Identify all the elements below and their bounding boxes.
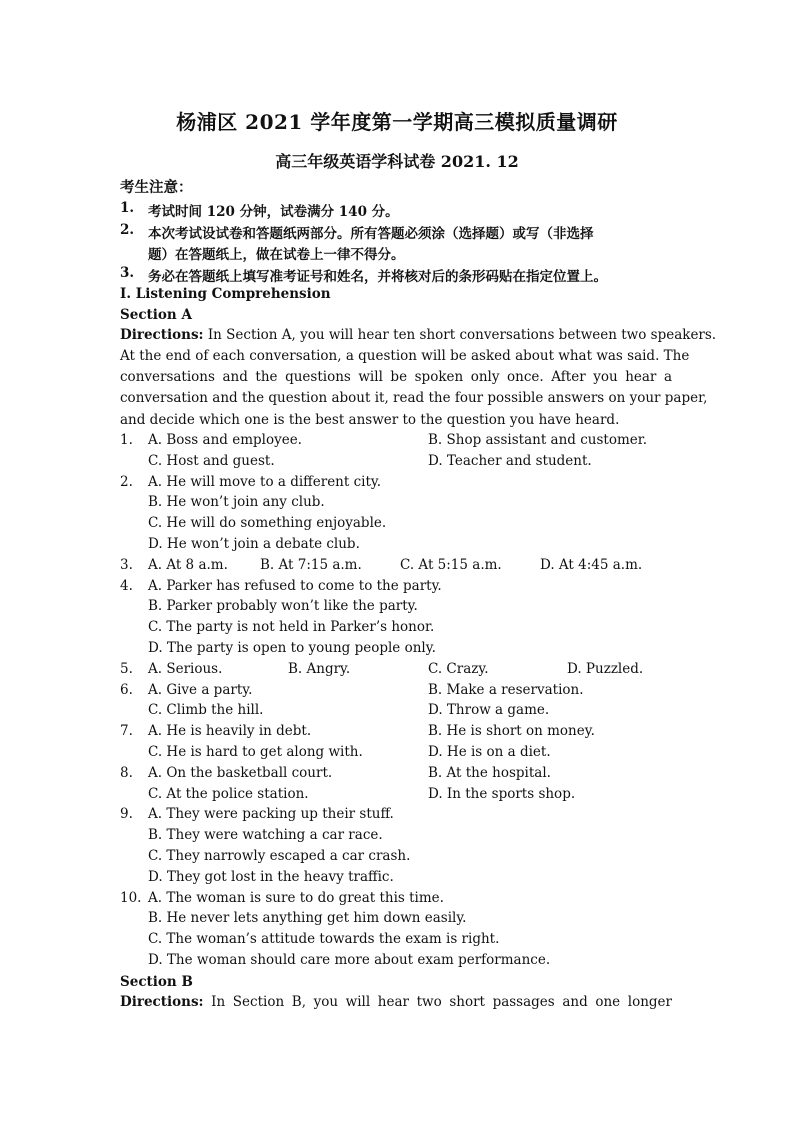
option-d: D. Throw a game. [428, 702, 550, 718]
option-b: B. Angry. [288, 661, 351, 677]
exam-title: 杨浦区 2021 学年度第一学期高三模拟质量调研 [176, 110, 618, 134]
option-a: A. He is heavily in debt. [148, 723, 312, 739]
option-c: C. The party is not held in Parker’s honor. [148, 619, 435, 635]
option-a: A. Boss and employee. [148, 432, 302, 448]
option-b: B. He won’t join any club. [148, 494, 325, 510]
directions-line-3: conversations and the questions will be spoken only once. After you hear a [120, 369, 672, 385]
option-a: A. At 8 a.m. [148, 557, 228, 573]
option-d: D. The woman should care more about exam performance. [148, 952, 551, 968]
option-d: D. Teacher and student. [428, 453, 592, 469]
option-a: A. Parker has refused to come to the party. [148, 578, 442, 594]
notice-num-3: 3. [120, 265, 135, 281]
option-c: C. He will do something enjoyable. [148, 515, 387, 531]
question-number: 8. [120, 765, 133, 781]
directions-b-label: Directions: [120, 994, 204, 1010]
option-b: B. He is short on money. [428, 723, 595, 739]
question-number: 5. [120, 661, 133, 677]
notice-item-2-cont: 题）在答题纸上，做在试卷上一律不得分。 [148, 247, 405, 263]
directions-b-line: Directions: In Section B, you will hear two short passages and one longer [120, 994, 672, 1010]
option-d: D. He won’t join a debate club. [148, 536, 360, 552]
directions-label: Directions: [120, 327, 204, 343]
option-c: C. At 5:15 a.m. [400, 557, 502, 573]
option-a: A. Give a party. [148, 682, 253, 698]
option-c: C. Host and guest. [148, 453, 275, 469]
option-b: B. They were watching a car race. [148, 827, 383, 843]
question-number: 6. [120, 682, 133, 698]
question-number: 7. [120, 723, 133, 739]
option-b: B. He never lets anything get him down easily. [148, 910, 467, 926]
question-number: 4. [120, 578, 133, 594]
option-a: A. The woman is sure to do great this time. [148, 890, 444, 906]
notice-item-1: 考试时间 120 分钟，试卷满分 140 分。 [148, 204, 399, 220]
notice-num-2: 2. [120, 222, 135, 238]
option-b: B. At the hospital. [428, 765, 551, 781]
option-a: A. Serious. [148, 661, 223, 677]
directions-line-5: and decide which one is the best answer to the question you have heard. [120, 412, 620, 428]
option-d: D. He is on a diet. [428, 744, 551, 760]
option-c: C. He is hard to get along with. [148, 744, 363, 760]
option-d: D. Puzzled. [567, 661, 644, 677]
directions-line-2: At the end of each conversation, a question will be asked about what was said. The [120, 348, 690, 364]
option-a: A. On the basketball court. [148, 765, 333, 781]
option-d: D. The party is open to young people only. [148, 640, 436, 656]
notice-num-1: 1. [120, 200, 135, 216]
section-a-heading: Section A [120, 307, 192, 323]
option-a: A. He will move to a different city. [148, 474, 382, 490]
option-b: B. At 7:15 a.m. [260, 557, 362, 573]
exam-subtitle: 高三年级英语学科试卷 2021. 12 [275, 152, 519, 171]
question-number: 10. [120, 890, 142, 906]
option-b: B. Make a reservation. [428, 682, 584, 698]
option-c: C. They narrowly escaped a car crash. [148, 848, 411, 864]
option-c: C. Climb the hill. [148, 702, 264, 718]
option-d: D. At 4:45 a.m. [540, 557, 643, 573]
option-d: D. In the sports shop. [428, 786, 576, 802]
question-number: 1. [120, 432, 133, 448]
directions-line-1: Directions: In Section A, you will hear ten short conversations between two speakers. [120, 327, 717, 343]
question-number: 3. [120, 557, 133, 573]
option-c: C. The woman’s attitude towards the exam is right. [148, 931, 500, 947]
option-d: D. They got lost in the heavy traffic. [148, 869, 394, 885]
question-number: 9. [120, 806, 133, 822]
question-number: 2. [120, 474, 133, 490]
notice-item-2: 本次考试设试卷和答题纸两部分。所有答题必须涂（选择题）或写（非选择 [148, 226, 594, 242]
directions-line-4: conversation and the question about it, read the four possible answers on your paper, [120, 390, 708, 406]
option-b: B. Parker probably won’t like the party. [148, 598, 418, 614]
section-b-heading: Section B [120, 974, 193, 990]
option-c: C. Crazy. [428, 661, 489, 677]
option-a: A. They were packing up their stuff. [148, 806, 394, 822]
option-b: B. Shop assistant and customer. [428, 432, 648, 448]
notice-item-3: 务必在答题纸上填写准考证号和姓名，并将核对后的条形码贴在指定位置上。 [148, 269, 607, 285]
part-heading: I. Listening Comprehension [120, 286, 331, 302]
notice-heading: 考生注意： [120, 179, 193, 196]
option-c: C. At the police station. [148, 786, 309, 802]
